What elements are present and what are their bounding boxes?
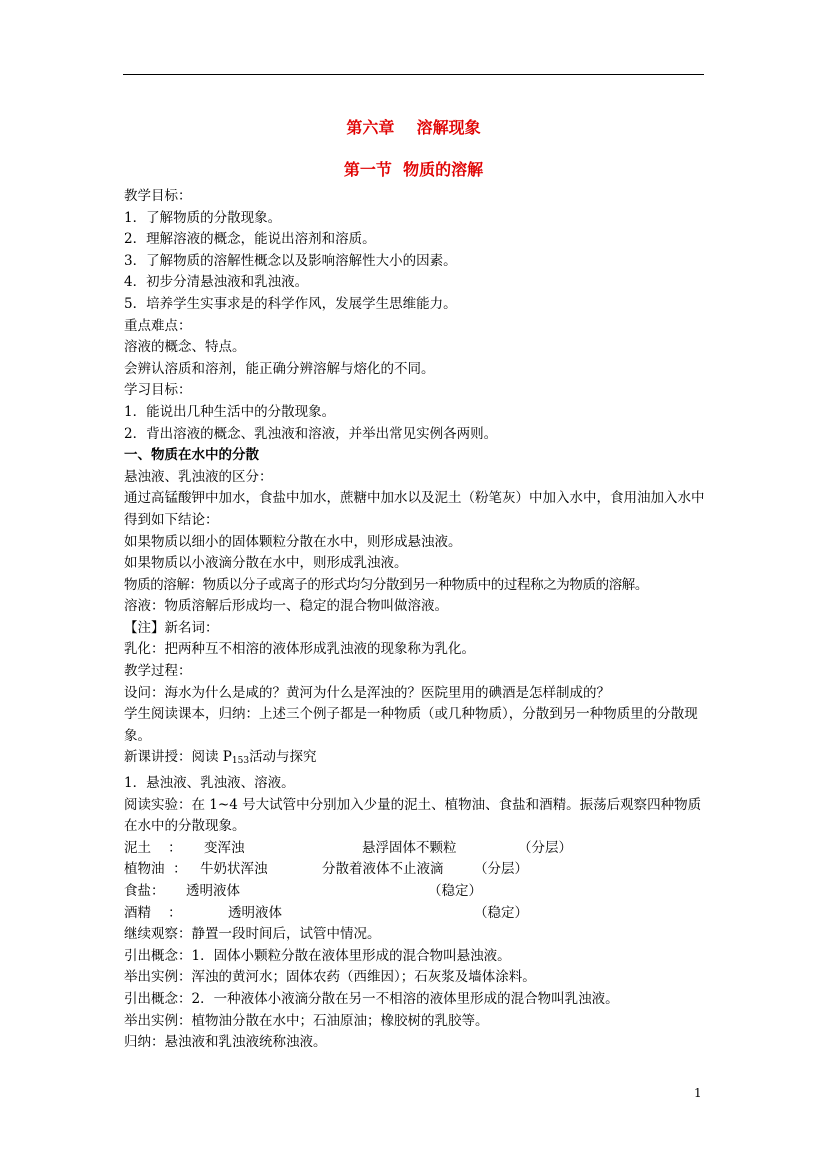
text-line: 继续观察：静置一段时间后，试管中情况。 [124,926,381,943]
row-appearance: 透明液体 [228,904,282,921]
section-title: 第一节 物质的溶解 [343,160,484,179]
text-line: 会辨认溶质和溶剂，能正确分辨溶解与熔化的不同。 [124,360,435,377]
text-line: 引出概念：2．一种液体小液滴分散在另一不相溶的液体里形成的混合物叫乳浊液。 [124,990,619,1007]
observation-row [124,881,708,903]
text-paragraph: 学生阅读课本，归纳：上述三个例子都是一种物质（或几种物质），分散到另一种物质里的分散现象。 [124,706,698,744]
section-heading: 一、物质在水中的分散 [124,447,259,464]
note-line: 【注】新名词： [124,619,219,636]
row-appearance: 牛奶状浑浊 [200,861,268,878]
text-line: 2．理解溶液的概念，能说出溶剂和溶质。 [124,231,376,248]
row-result: （稳定） [428,883,482,899]
text-line: 如果物质以细小的固体颗粒分散在水中，则形成悬浊液。 [124,533,462,550]
text-line: 物质的溶解：物质以分子或离子的形式均匀分散到另一种物质中的过程称之为物质的溶解。 [124,576,648,593]
row-description: 悬浮固体不颗粒 [362,839,457,856]
row-label: 食盐： [124,883,165,899]
text-line: 引出概念：1．固体小颗粒分散在液体里形成的混合物叫悬浊液。 [124,947,511,964]
text-line: 归纳：悬浊液和乳浊液统称浊液。 [124,1034,327,1051]
text-paragraph: 阅读实验：在 1~4 号大试管中分别加入少量的泥土、植物油、食盐和酒精。振荡后观察四种物质在水中的分散现象。 [124,796,702,835]
text-line: 溶液的概念、特点。 [124,339,246,356]
text-line: 1．悬浊液、乳浊液、溶液。 [124,775,295,792]
text-line: 2．背出溶液的概念、乳浊液和溶液，并举出常见实例各两则。 [124,425,498,442]
row-result: （分层） [518,839,572,856]
row-label: 泥土 ： [124,839,182,856]
text-line: 教学过程： [124,663,192,680]
text-line: 5．培养学生实事求是的科学作风，发展学生思维能力。 [124,295,457,312]
text-line: 举出实例：植物油分散在水中；石油原油；橡胶树的乳胶等。 [124,1012,489,1029]
row-appearance: 变浑浊 [204,839,245,856]
text-line: 乳化：把两种互不相溶的液体形成乳浊液的现象称为乳化。 [124,641,475,658]
header-rule [123,74,704,75]
row-result: （分层） [474,861,528,878]
observation-row [124,903,708,925]
row-appearance: 透明液体 [186,883,240,899]
text-span: 活动与探究 [249,749,317,766]
row-description: 分散着液体不止液滴 [322,861,444,878]
row-label: 酒精 ： [124,904,182,921]
text-line: 举出实例：浑浊的黄河水；固体农药（西维因）；石灰浆及墙体涂料。 [124,969,536,986]
document-body [124,186,708,1054]
row-label: 植物油 ： [124,861,187,878]
text-line: 设问：海水为什么是咸的？黄河为什么是浑浊的？医院里用的碘酒是怎样制成的？ [124,684,610,701]
text-line: 学习目标： [124,382,192,399]
observation-row [124,838,708,860]
text-line [124,747,708,773]
text-line: 1．了解物质的分散现象。 [124,209,282,226]
chapter-title: 第六章 溶解现象 [346,118,481,137]
text-line: 悬浊液、乳浊液的区分： [124,468,273,485]
text-line: 1．能说出几种生活中的分散现象。 [124,403,336,420]
text-line: 重点难点： [124,317,192,334]
text-paragraph: 通过高锰酸钾中加水，食盐中加水，蔗糖中加水以及泥土（粉笔灰）中加入水中，食用油加入水中得到如下结论： [124,490,705,528]
page-ref-subscript: 153 [231,756,250,767]
text-line: 4．初步分清悬浊液和乳浊液。 [124,274,309,291]
text-span: 新课讲授：阅读 P [124,749,232,766]
text-line: 3．了解物质的溶解性概念以及影响溶解性大小的因素。 [124,252,457,269]
row-result: （稳定） [474,904,528,921]
text-line: 溶液：物质溶解后形成均一、稳定的混合物叫做溶液。 [124,598,448,615]
text-line: 如果物质以小液滴分散在水中，则形成乳浊液。 [124,555,408,572]
page-number: 1 [694,1086,702,1100]
text-line: 教学目标： [124,188,192,204]
observation-row [124,859,708,881]
